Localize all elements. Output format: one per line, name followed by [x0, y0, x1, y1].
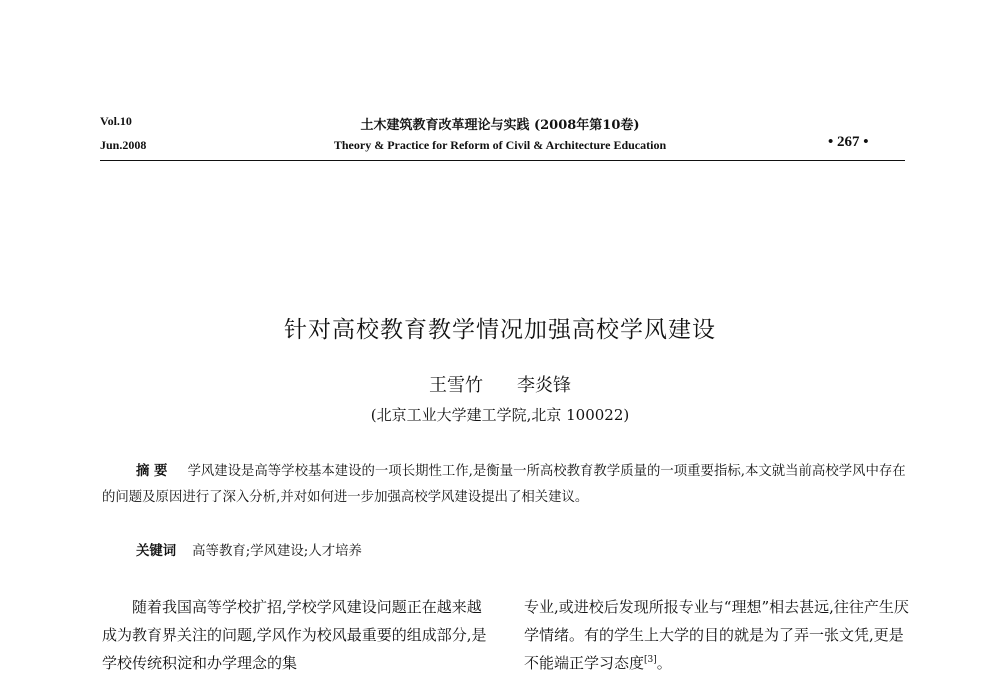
issue-date: Jun.2008	[100, 138, 147, 152]
author-name: 李炎锋	[517, 375, 571, 396]
header-rule	[100, 160, 905, 161]
keywords-text: 高等教育;学风建设;人才培养	[192, 544, 362, 559]
article-title: 针对高校教育教学情况加强高校学风建设	[284, 317, 716, 343]
body-text: 专业,或进校后发现所报专业与“理想”相去甚远,往往产生厌学情绪。有的学生上大学的目的就是为了弄一张文凭,更是不能端正学习态度	[524, 598, 909, 672]
body-column-left: 随着我国高等学校扩招,学校学风建设问题正在越来越成为教育界关注的问题,学风作为校风最重要的组成部分,是学校传统积淀和办学理念的集	[102, 598, 487, 672]
keywords	[136, 540, 362, 559]
citation-ref: [3]	[644, 655, 657, 665]
body-text-end: 。	[656, 654, 672, 672]
abstract-text: 学风建设是高等学校基本建设的一项长期性工作,是衡量一所高校教育教学质量的一项重要指标,本文就当前高校学风中存在的问题及原因进行了深入分析,并对如何进一步加强高校学风建设提出了相关建议。	[102, 464, 906, 505]
author-list	[0, 371, 1000, 397]
abstract	[102, 459, 907, 511]
abstract-label: 摘 要	[136, 464, 168, 479]
keywords-label: 关键词	[136, 544, 177, 559]
author-affiliation: (北京工业大学建工学院,北京 100022)	[370, 406, 630, 424]
author-name: 王雪竹	[429, 375, 483, 396]
page-number: • 267 •	[828, 134, 869, 150]
volume-label: Vol.10	[100, 114, 132, 128]
journal-title-cn: 土木建筑教育改革理论与实践 (2008年第10卷)	[360, 118, 640, 133]
body-column-right	[524, 593, 909, 677]
journal-title-en: Theory & Practice for Reform of Civil & Architecture Education	[333, 138, 667, 152]
